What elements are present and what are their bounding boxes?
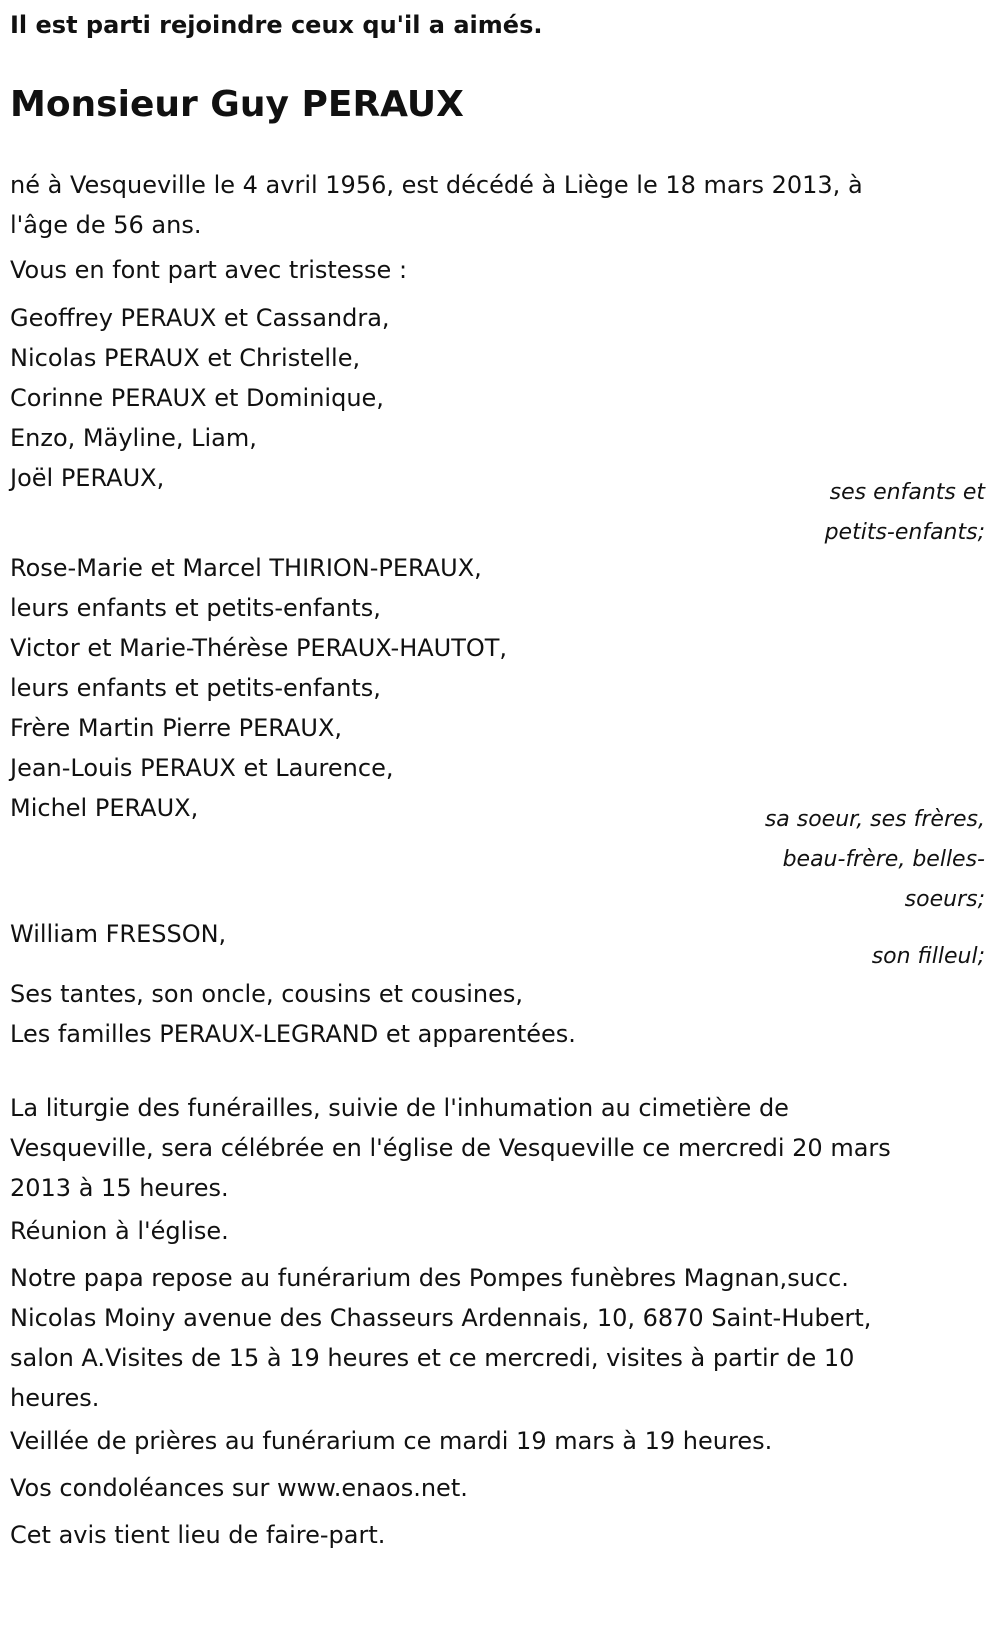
rest-line: Nicolas Moiny avenue des Chasseurs Ardennais, 10, 6870 Saint-Hubert, bbox=[10, 1304, 872, 1332]
family-name-line: Les familles PERAUX-LEGRAND et apparentées. bbox=[10, 1020, 576, 1048]
family-name-line: Enzo, Mäyline, Liam, bbox=[10, 424, 257, 452]
relation-line: beau-frère, belles- bbox=[782, 847, 985, 872]
family-name-line: Nicolas PERAUX et Christelle, bbox=[10, 344, 361, 372]
family-name-line: Geoffrey PERAUX et Cassandra, bbox=[10, 304, 390, 332]
group-children-relation bbox=[825, 473, 985, 553]
notice-text: Cet avis tient lieu de faire-part. bbox=[10, 1521, 386, 1549]
meeting-paragraph bbox=[10, 1211, 229, 1251]
rest-line: salon A.Visites de 15 à 19 heures et ce mercredi, visites à partir de 10 bbox=[10, 1344, 855, 1372]
relation-line: son filleul; bbox=[871, 944, 985, 969]
relation-line: petits-enfants; bbox=[824, 520, 985, 545]
family-name-line: leurs enfants et petits-enfants, bbox=[10, 674, 381, 702]
birth-death-statement bbox=[10, 165, 863, 245]
family-name-line: William FRESSON, bbox=[10, 920, 227, 948]
family-name-line: Frère Martin Pierre PERAUX, bbox=[10, 714, 343, 742]
vigil-paragraph bbox=[10, 1421, 772, 1461]
relation-line: sa soeur, ses frères, bbox=[764, 807, 985, 832]
liturgy-paragraph bbox=[10, 1088, 891, 1208]
family-name-line: Joël PERAUX, bbox=[10, 464, 165, 492]
rest-line: Notre papa repose au funérarium des Pompes funèbres Magnan,succ. bbox=[10, 1264, 849, 1292]
notice-paragraph bbox=[10, 1515, 385, 1555]
liturgy-line: 2013 à 15 heures. bbox=[10, 1174, 229, 1202]
group-extended-family bbox=[10, 974, 576, 1054]
condolences-paragraph bbox=[10, 1468, 468, 1508]
group-siblings-names bbox=[10, 548, 507, 828]
group-children-names bbox=[10, 298, 390, 498]
liturgy-line: Vesqueville, sera célébrée en l'église de Vesqueville ce mercredi 20 mars bbox=[10, 1134, 891, 1162]
deceased-name: Monsieur Guy PERAUX bbox=[10, 84, 464, 125]
condolences-text: Vos condoléances sur www.enaos.net. bbox=[10, 1474, 468, 1502]
relation-line: ses enfants et bbox=[829, 480, 985, 505]
intro-line bbox=[10, 250, 407, 290]
group-godson-names bbox=[10, 914, 226, 954]
family-name-line: Victor et Marie-Thérèse PERAUX-HAUTOT, bbox=[10, 634, 508, 662]
vigil-text: Veillée de prières au funérarium ce mardi 19 mars à 19 heures. bbox=[10, 1427, 773, 1455]
family-name-line: Corinne PERAUX et Dominique, bbox=[10, 384, 384, 412]
family-name-line: Michel PERAUX, bbox=[10, 794, 199, 822]
relation-line: soeurs; bbox=[904, 887, 985, 912]
group-godson-relation bbox=[872, 937, 985, 977]
birth-line-2: l'âge de 56 ans. bbox=[10, 211, 202, 239]
family-name-line: Rose-Marie et Marcel THIRION-PERAUX, bbox=[10, 554, 482, 582]
header-quote: Il est parti rejoindre ceux qu'il a aimés. bbox=[10, 11, 543, 39]
family-name-line: Jean-Louis PERAUX et Laurence, bbox=[10, 754, 394, 782]
rest-line: heures. bbox=[10, 1384, 100, 1412]
liturgy-line: La liturgie des funérailles, suivie de l'inhumation au cimetière de bbox=[10, 1094, 789, 1122]
birth-line-1: né à Vesqueville le 4 avril 1956, est décédé à Liège le 18 mars 2013, à bbox=[10, 171, 863, 199]
family-name-line: leurs enfants et petits-enfants, bbox=[10, 594, 381, 622]
family-name-line: Ses tantes, son oncle, cousins et cousines, bbox=[10, 980, 523, 1008]
meeting-text: Réunion à l'église. bbox=[10, 1217, 229, 1245]
rest-paragraph bbox=[10, 1258, 871, 1418]
group-siblings-relation bbox=[765, 800, 985, 920]
intro-text: Vous en font part avec tristesse : bbox=[10, 256, 408, 284]
